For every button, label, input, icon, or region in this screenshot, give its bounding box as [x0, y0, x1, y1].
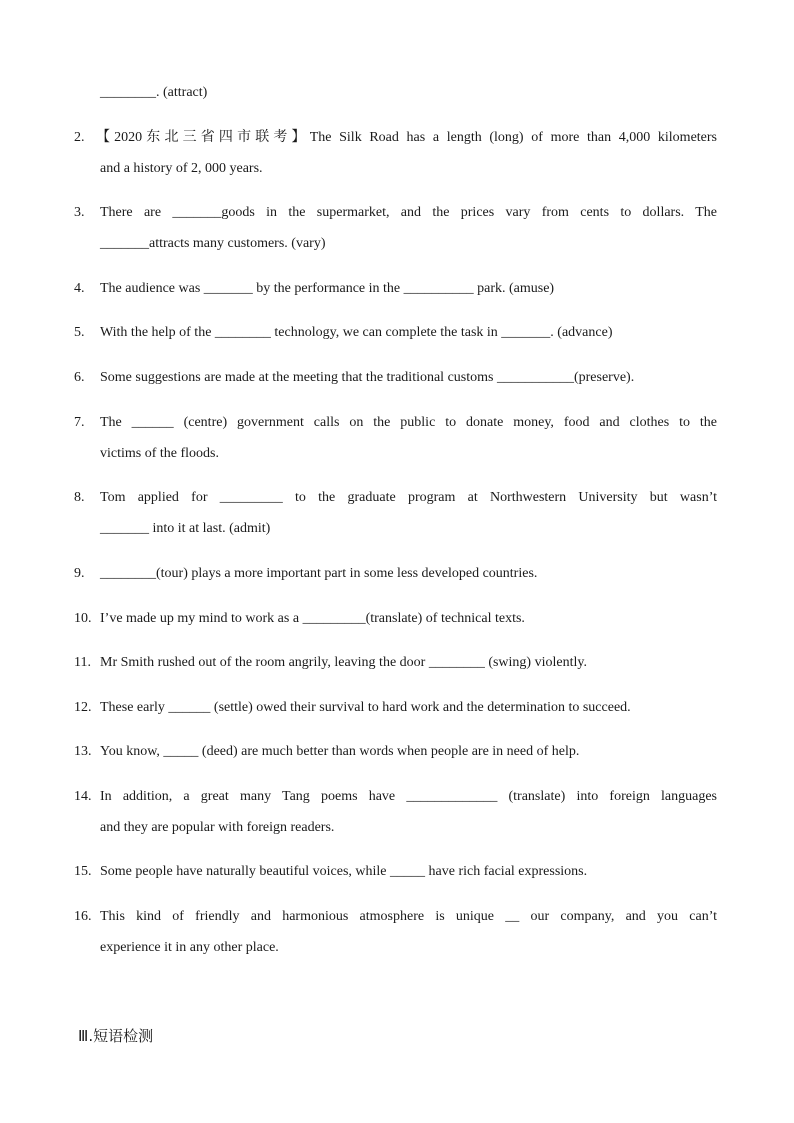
item-number: 11. — [74, 655, 91, 670]
item-number: 7. — [74, 415, 85, 430]
item-text-line: victims of the floods. — [100, 446, 219, 461]
item-number: 10. — [74, 611, 92, 626]
item-text-line: _______ into it at last. (admit) — [100, 521, 271, 536]
section-heading: Ⅲ.短语检测 — [78, 1027, 154, 1045]
item-number: 13. — [74, 744, 92, 759]
item-text-line: _______attracts many customers. (vary) — [100, 236, 326, 251]
item-number: 4. — [74, 281, 85, 296]
item-text-line: The ______ (centre) government calls on the public to donate money, food and clothes to the — [100, 415, 717, 430]
item-text-line: Tom applied for _________ to the graduate program at Northwestern University but wasn’t — [100, 490, 717, 505]
item-text-line: These early ______ (settle) owed their survival to hard work and the determination to succeed. — [100, 700, 631, 715]
item-number: 14. — [74, 789, 92, 804]
item-number: 8. — [74, 490, 85, 505]
item-text-line: The audience was _______ by the performance in the __________ park. (amuse) — [100, 281, 555, 296]
item-text-line: Mr Smith rushed out of the room angrily, leaving the door ________ (swing) violently. — [100, 655, 587, 670]
item-text-line: With the help of the ________ technology, we can complete the task in _______. (advance) — [100, 325, 613, 340]
item-text-line: This kind of friendly and harmonious atmosphere is unique __ our company, and you can’t — [100, 909, 717, 924]
item-number: 3. — [74, 205, 85, 220]
item-text-line: Some suggestions are made at the meeting that the traditional customs ___________(preserve). — [100, 370, 635, 385]
item-number: 6. — [74, 370, 85, 385]
item-number: 15. — [74, 864, 92, 879]
item-text-line: and a history of 2, 000 years. — [100, 161, 263, 176]
item-number: 5. — [74, 325, 85, 340]
item-number: 2. — [74, 130, 85, 145]
item-text-line: experience it in any other place. — [100, 940, 279, 955]
item-text-line: I’ve made up my mind to work as a _________(translate) of technical texts. — [100, 611, 525, 626]
item-number: 9. — [74, 566, 85, 581]
top-fragment: ________. (attract) — [100, 85, 208, 100]
item-text-line: You know, _____ (deed) are much better than words when people are in need of help. — [100, 744, 580, 759]
item-text-line: 【2020东北三省四市联考】The Silk Road has a length (long) of more than 4,000 kilometers — [96, 130, 717, 145]
item-text-line: ________(tour) plays a more important part in some less developed countries. — [100, 566, 538, 581]
item-text-line: In addition, a great many Tang poems have _____________ (translate) into foreign languages — [100, 789, 717, 804]
item-number: 16. — [74, 909, 92, 924]
item-number: 12. — [74, 700, 92, 715]
item-text-line: There are _______goods in the supermarket, and the prices vary from cents to dollars. The — [100, 205, 717, 220]
item-text-line: Some people have naturally beautiful voices, while _____ have rich facial expressions. — [100, 864, 588, 879]
item-text-line: and they are popular with foreign readers. — [100, 820, 335, 835]
